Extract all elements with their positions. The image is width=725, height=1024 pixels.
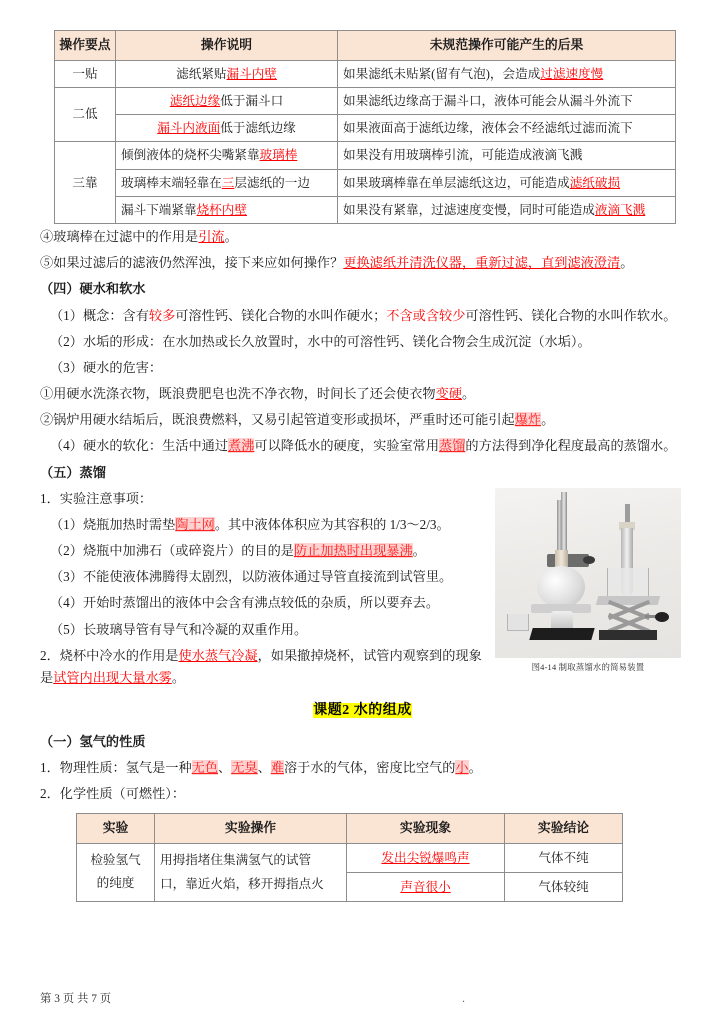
section-five-item-1: 1．实验注意事项： [40, 490, 153, 506]
cons-pre: 如果玻璃棒靠在单层滤纸这边，可能造成 [343, 175, 570, 190]
item4-post: 的方法得到净化程度最高的蒸馏水。 [465, 438, 677, 454]
harm2-post: 。 [541, 412, 555, 428]
item4-mid: 可以降低水的硬度，实验室常用 [254, 438, 440, 454]
item1-pre: （1）概念：含有 [50, 307, 149, 323]
item2-mark-1: 使水蒸气冷凝 [178, 647, 258, 663]
phys-mark-2: 无臭 [231, 759, 258, 775]
n1-pre: （1）烧瓶加热时需垫 [50, 516, 176, 532]
page-content [40, 0, 685, 902]
note4-prefix: ④玻璃棒在过滤中的作用是 [40, 229, 199, 245]
harm1-post: 。 [462, 386, 476, 402]
item1-post: 可溶性钙、镁化合物的水叫作软水。 [465, 307, 677, 323]
cell-conclusion: 气体较纯 [505, 872, 623, 901]
alcohol-burner-icon [551, 611, 573, 629]
hydrogen-physical-properties [40, 755, 685, 781]
cell-description [116, 196, 338, 223]
section-five-heading: （五）蒸馏 [40, 464, 106, 480]
cell-phenomenon [347, 872, 505, 901]
harm2-mark: 爆炸 [514, 412, 542, 428]
desc-mark: 滤纸边缘 [169, 93, 221, 108]
n2-pre: （2）烧瓶中加沸石（或碎瓷片）的目的是 [50, 543, 294, 559]
item2-pre: 2．烧杯中冷水的作用是 [40, 647, 179, 663]
table-header-row [77, 814, 623, 844]
desc-pre: 玻璃棒末端轻靠在 [121, 175, 222, 190]
exp-name-line-1: 检验氢气 [90, 852, 141, 867]
cons-pre: 如果没有用玻璃棒引流，可能造成液滴飞溅 [343, 148, 583, 163]
cell-key: 二低 [55, 87, 116, 142]
th-experiment-conclusion: 实验结论 [505, 814, 623, 844]
stand-base-icon [529, 628, 594, 640]
table-row [55, 142, 676, 169]
desc-mark: 玻璃棒 [259, 148, 298, 163]
cell-consequence [338, 115, 676, 142]
phenomenon-text: 声音很小 [400, 879, 451, 894]
clamp-knob-icon [583, 556, 595, 564]
desc-post: 层滤纸的一边 [234, 175, 310, 190]
cold-water-beaker-icon [607, 568, 649, 599]
cell-experiment-operation [155, 843, 347, 901]
cell-description [116, 142, 338, 169]
desc-mark: 三 [221, 175, 235, 190]
cell-consequence [338, 87, 676, 114]
item1-mid: 可溶性钙、镁化合物的水叫作硬水； [175, 307, 387, 323]
lab-jack-knob-icon [655, 612, 669, 622]
phys-mark-1: 无色 [191, 759, 219, 775]
cell-consequence [338, 142, 676, 169]
cons-pre: 如果滤纸边缘高于漏斗口，液体可能会从漏斗外流下 [343, 93, 633, 108]
n2-mark: 防止加热时出现暴沸 [293, 543, 413, 559]
phys-mark-3: 难 [270, 759, 284, 775]
section-four-item-1 [40, 303, 685, 329]
cell-consequence [338, 196, 676, 223]
table-row [55, 60, 676, 87]
phys-sep-2: 、 [257, 759, 271, 775]
phys-mark-4: 小 [455, 759, 469, 775]
cell-key: 三靠 [55, 142, 116, 224]
cons-mark: 滤纸破损 [569, 175, 621, 190]
distillation-apparatus-figure [495, 488, 681, 675]
desc-post: 低于滤纸边缘 [220, 121, 296, 136]
cell-experiment-name [77, 843, 155, 901]
cell-description [116, 87, 338, 114]
th-operation-desc: 操作说明 [116, 31, 338, 61]
lesson-2-title [40, 700, 685, 723]
note-item-5 [40, 250, 685, 276]
phys-sep-1: 、 [218, 759, 232, 775]
item4-pre: （4）硬水的软化：生活中通过 [50, 438, 229, 454]
table-row [55, 115, 676, 142]
note5-suffix: 。 [620, 255, 634, 271]
harm1-mark: 变硬 [435, 386, 462, 402]
section-four-harm-1 [40, 381, 685, 407]
cons-mark: 过滤速度慢 [540, 66, 604, 81]
section-four-harm-2 [40, 407, 685, 433]
cons-pre: 如果滤纸未贴紧(留有气泡)，会造成 [343, 66, 541, 81]
table-row [55, 169, 676, 196]
round-flask-icon [537, 566, 585, 608]
desc-pre: 滤纸紧贴 [176, 66, 227, 81]
cell-description [116, 169, 338, 196]
cell-conclusion: 气体不纯 [505, 843, 623, 872]
item2-mid: ，如果撤掉烧杯，试管内观察到的现象 [257, 647, 482, 663]
operation-line-2: 口，靠近火焰，移开拇指点火 [160, 877, 324, 892]
exp-name-line-2: 的纯度 [96, 876, 135, 891]
note-item-4 [40, 224, 685, 250]
note5-prefix: ⑤如果过滤后的滤液仍然浑浊，接下来应如何操作？ [40, 255, 344, 271]
th-experiment-phenomenon: 实验现象 [347, 814, 505, 844]
n2-post: 。 [412, 543, 426, 559]
section-five-note-3: （3）不能使液体沸腾得太剧烈，以防液体通过导管直接流到试管里。 [50, 569, 453, 585]
cons-pre: 如果没有紧靠，过滤速度变慢，同时可能造成 [343, 202, 595, 217]
section-five-note-4: （4）开始时蒸馏出的液体中会含有沸点较低的杂质，所以要弃去。 [50, 595, 440, 611]
note4-suffix: 。 [224, 229, 238, 245]
page-number-text: 第 3 页 共 7 页 [40, 993, 112, 1005]
cell-key: 一贴 [55, 60, 116, 87]
lesson-2-title-text: 课题2 水的组成 [313, 703, 412, 719]
th-experiment: 实验 [77, 814, 155, 844]
figure-caption: 图4-14 制取蒸馏水的简易装置 [531, 662, 645, 672]
th-operation-consequence: 未规范操作可能产生的后果 [338, 31, 676, 61]
note4-answer: 引流 [198, 229, 225, 245]
footer-center-dot: . [462, 993, 465, 1005]
harm1-pre: ①用硬水洗涤衣物，既浪费肥皂也洗不净衣物，时间长了还会使衣物 [40, 386, 436, 402]
phenomenon-text: 发出尖锐爆鸣声 [381, 850, 470, 865]
small-beaker-icon [507, 614, 529, 631]
phys-post: 。 [468, 759, 482, 775]
table-header-row [55, 31, 676, 61]
section-four-item-2: （2）水垢的形成：在水加热或长久放置时，水中的可溶性钙、镁化合物会生成沉淀（水垢）。 [50, 333, 591, 349]
lab-jack-platform-icon [596, 596, 661, 605]
hydrogen-purity-table [76, 813, 623, 902]
section-five-note-5: （5）长玻璃导管有导气和冷凝的双重作用。 [50, 621, 308, 637]
cons-pre: 如果液面高于滤纸边缘，液体会不经滤纸过滤而流下 [343, 121, 633, 136]
item4-mark-2: 蒸馏 [439, 438, 466, 454]
glass-tube-icon [561, 492, 567, 554]
phys-pre: 1．物理性质：氢气是一种 [40, 759, 192, 775]
section-four-item-3: （3）硬水的危害： [50, 359, 163, 375]
desc-mark: 烧杯内壁 [196, 202, 247, 217]
table-row [55, 87, 676, 114]
th-operation-key: 操作要点 [55, 31, 116, 61]
item2-tail: 是 [40, 669, 54, 685]
section-four-heading: （四）硬水和软水 [40, 281, 146, 297]
operation-line-1: 用拇指堵住集满氢气的试管 [160, 852, 312, 867]
cons-mark: 液滴飞溅 [594, 202, 646, 217]
cell-phenomenon [347, 843, 505, 872]
cell-description [116, 60, 338, 87]
item2-mark-2: 试管内出现大量水雾 [53, 669, 172, 685]
table-row [55, 196, 676, 223]
phys-mid: 溶于水的气体，密度比空气的 [283, 759, 456, 775]
n1-mark: 陶土网 [175, 516, 215, 532]
desc-mark: 漏斗内液面 [157, 121, 221, 136]
n1-post: 。其中液体体积应为其容积的 1/3～2/3。 [214, 516, 450, 532]
harm2-pre: ②锅炉用硬水结垢后，既浪费燃料，又易引起管道变形或损坏，严重时还可能引起 [40, 412, 515, 428]
apparatus-photo [495, 488, 681, 658]
hydrogen-chemical-properties: 2．化学性质（可燃性）： [40, 786, 186, 802]
cell-description [116, 115, 338, 142]
desc-post: 低于漏斗口 [220, 93, 284, 108]
th-experiment-operation: 实验操作 [155, 814, 347, 844]
table-row [77, 843, 623, 872]
item1-mark-2: 不含或含较少 [386, 307, 466, 323]
hydrogen-section-heading: （一）氢气的性质 [40, 733, 146, 749]
section-four-item-4 [40, 433, 685, 459]
filter-operation-table [54, 30, 676, 224]
note5-answer: 更换滤纸并清洗仪器，重新过滤，直到滤液澄清 [343, 255, 621, 271]
lab-jack-base-icon [599, 630, 657, 640]
item4-mark-1: 煮沸 [228, 438, 255, 454]
desc-pre: 倾倒液体的烧杯尖嘴紧靠 [121, 148, 260, 163]
item1-mark-1: 较多 [148, 307, 176, 323]
desc-mark: 漏斗内壁 [226, 66, 277, 81]
page-footer [40, 990, 685, 1006]
cell-consequence [338, 169, 676, 196]
cell-consequence [338, 60, 676, 87]
item2-post: 。 [171, 669, 186, 685]
desc-pre: 漏斗下端紧靠 [121, 202, 197, 217]
